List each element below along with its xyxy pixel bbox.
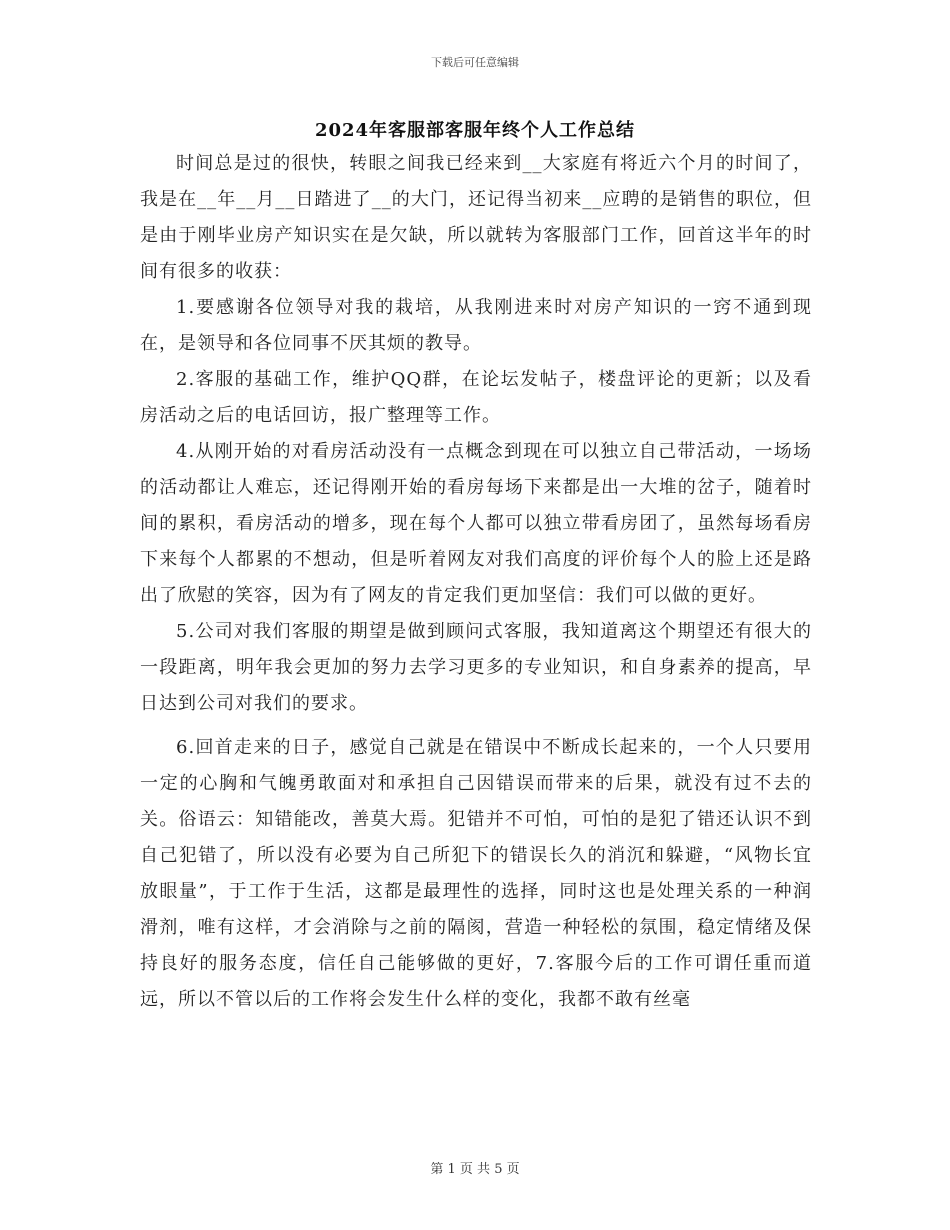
paragraph-item-2: 2.客服的基础工作，维护QQ群，在论坛发帖子，楼盘评论的更新；以及看房活动之后的电话回访，报广整理等工作。 (140, 369, 812, 426)
paragraph-item-5: 5.公司对我们客服的期望是做到顾问式客服，我知道离这个期望还有很大的一段距离，明年我会更加的努力去学习更多的专业知识，和自身素养的提高，早日达到公司对我们的要求。 (140, 621, 812, 714)
page-number: 第 1 页 共 5 页 (430, 1162, 520, 1177)
header-note: 下载后可任意编辑 (431, 56, 519, 69)
document-body (140, 146, 812, 1018)
document-title: 2024年客服部客服年终个人工作总结 (314, 120, 636, 141)
paragraph-item-6: 6.回首走来的日子，感觉自己就是在错误中不断成长起来的，一个人只要用一定的心胸和气魄勇敢面对和承担自己因错误而带来的后果，就没有过不去的关。俗语云：知错能改，善莫大焉。犯错并不可怕，可怕的是犯了错还认识不到自己犯错了，所以没有必要为自己所犯下的错误长久的消沉和躲避，“风物长宜放眼量”，于工作于生活，这都是最理性的选择，同时这也是处理关系的一种润滑剂，唯有这样，才会消除与之前的隔阂，营造一种轻松的氛围，稳定情绪及保持良好的服务态度，信任自己能够做的更好，7.客服今后的工作可谓任重而道远，所以不管以后的工作将会发生什么样的变化，我都不敢有丝毫 (140, 737, 812, 1010)
paragraph-intro: 时间总是过的很快，转眼之间我已经来到__大家庭有将近六个月的时间了，我是在__年__月__日踏进了__的大门，还记得当初来__应聘的是销售的职位，但是由于刚毕业房产知识实在是欠缺，所以就转为客服部门工作，回首这半年的时间有很多的收获： (140, 153, 812, 282)
paragraph-item-1: 1.要感谢各位领导对我的栽培，从我刚进来时对房产知识的一窍不通到现在，是领导和各位同事不厌其烦的教导。 (140, 297, 812, 354)
paragraph-item-4: 4.从刚开始的对看房活动没有一点概念到现在可以独立自己带活动，一场场的活动都让人难忘，还记得刚开始的看房每场下来都是出一大堆的岔子，随着时间的累积，看房活动的增多，现在每个人都可以独立带看房团了，虽然每场看房下来每个人都累的不想动，但是听着网友对我们高度的评价每个人的脸上还是路出了欣慰的笑容，因为有了网友的肯定我们更加坚信：我们可以做的更好。 (140, 441, 812, 606)
